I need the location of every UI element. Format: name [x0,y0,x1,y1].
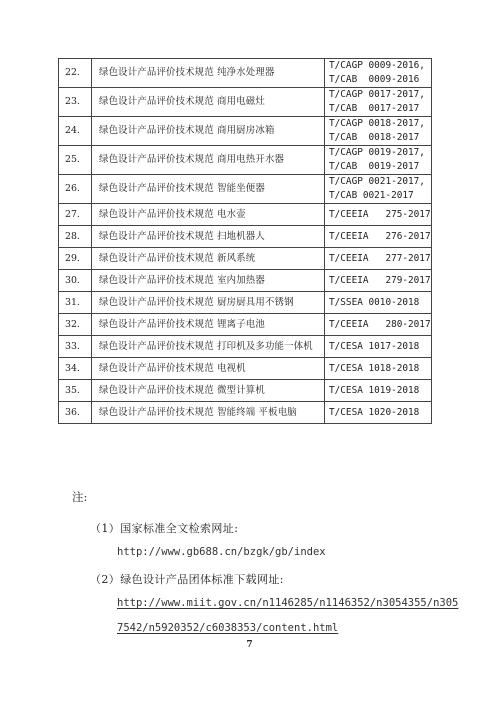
standard-code-cell [325,59,432,88]
standard-code: T/CESA 1020-2018 [329,406,420,418]
standard-title-cell: 绿色设计产品评价技术规范 商用电热开水器 [92,146,325,175]
standard-code: T/CAGP 0018-2017, [329,118,425,129]
standard-code-cell [325,336,432,358]
row-number-cell: 22. [59,59,92,88]
standard-title-cell: 绿色设计产品评价技术规范 智能终端 平板电脑 [92,402,325,424]
row-number-cell: 31. [59,292,92,314]
notes-heading: 注: [72,490,88,504]
standard-title-cell: 绿色设计产品评价技术规范 室内加热器 [92,270,325,292]
standard-code-cell [325,358,432,380]
standard-code: T/CAGP 0021-2017, [329,176,425,187]
standard-code: T/CAB 0021-2017 [329,190,414,201]
standard-title-cell: 绿色设计产品评价技术规范 新风系统 [92,248,325,270]
note-item-2-url-line-2[interactable]: 7542/n5920352/c6038353/content.html [117,622,339,634]
table-row [59,380,432,402]
row-number-cell: 32. [59,314,92,336]
row-number-cell: 24. [59,117,92,146]
standard-code-cell [325,226,432,248]
table-row [59,226,432,248]
standard-title-cell: 绿色设计产品评价技术规范 商用电磁灶 [92,88,325,117]
standard-code: T/CAB 0009-2016 [329,74,420,85]
note-item-1-label: （1）国家标准全文检索网址: [90,522,239,535]
standard-code: T/CAGP 0019-2017, [329,147,425,158]
standard-code-cell [325,292,432,314]
row-number-cell: 33. [59,336,92,358]
standard-code-cell [325,402,432,424]
standard-code-cell [325,314,432,336]
row-number-cell: 27. [59,204,92,226]
note-item-2-label: （2）绿色设计产品团体标准下载网址: [90,573,284,586]
standards-table [58,58,432,424]
standard-code: T/CAB 0019-2017 [329,161,420,172]
standard-title-cell: 绿色设计产品评价技术规范 打印机及多功能一体机 [92,336,325,358]
row-number-cell: 26. [59,175,92,204]
note-item-1-url[interactable]: http://www.gb688.cn/bzgk/gb/index [117,546,326,558]
standard-title-cell: 绿色设计产品评价技术规范 厨房厨具用不锈钢 [92,292,325,314]
standard-title-cell: 绿色设计产品评价技术规范 扫地机器人 [92,226,325,248]
standards-table-body [59,59,432,424]
table-row [59,270,432,292]
row-number-cell: 35. [59,380,92,402]
standard-code-cell [325,117,432,146]
row-number-cell: 34. [59,358,92,380]
standard-code: T/CAB 0017-2017 [329,103,420,114]
standard-code: T/CAGP 0017-2017, [329,89,425,100]
note-item-2-url-line-1[interactable]: http://www.miit.gov.cn/n1146285/n1146352/n3054355/n305 [117,597,459,609]
table-row [59,88,432,117]
standard-code: T/CEEIA 277-2017 [329,252,431,264]
standard-title-cell: 绿色设计产品评价技术规范 锂离子电池 [92,314,325,336]
standard-title-cell: 绿色设计产品评价技术规范 微型计算机 [92,380,325,402]
row-number-cell: 25. [59,146,92,175]
standard-code: T/CEEIA 280-2017 [329,318,431,330]
standard-code: T/CEEIA 279-2017 [329,274,431,286]
standard-code: T/SSEA 0010-2018 [329,296,420,308]
standard-code-cell [325,380,432,402]
standard-code: T/CESA 1018-2018 [329,362,420,374]
standard-code-cell [325,204,432,226]
standard-code-cell [325,270,432,292]
standard-code: T/CEEIA 275-2017 [329,208,431,220]
table-row [59,314,432,336]
standard-title-cell: 绿色设计产品评价技术规范 电视机 [92,358,325,380]
row-number-cell: 28. [59,226,92,248]
page-number: 7 [246,640,253,650]
table-row [59,248,432,270]
standard-code-cell [325,175,432,204]
row-number-cell: 29. [59,248,92,270]
standard-code: T/CESA 1017-2018 [329,340,420,352]
table-row [59,358,432,380]
standard-code-cell [325,146,432,175]
standard-title-cell: 绿色设计产品评价技术规范 商用厨房冰箱 [92,117,325,146]
table-row [59,59,432,88]
standard-code: T/CAB 0018-2017 [329,132,420,143]
standard-code: T/CESA 1019-2018 [329,384,420,396]
table-row [59,175,432,204]
row-number-cell: 23. [59,88,92,117]
standard-title-cell: 绿色设计产品评价技术规范 智能坐便器 [92,175,325,204]
standard-code: T/CAGP 0009-2016, [329,60,425,71]
table-row [59,402,432,424]
standard-title-cell: 绿色设计产品评价技术规范 纯净水处理器 [92,59,325,88]
standard-title-cell: 绿色设计产品评价技术规范 电水壶 [92,204,325,226]
table-row [59,336,432,358]
row-number-cell: 36. [59,402,92,424]
table-row [59,204,432,226]
table-row [59,117,432,146]
standard-code: T/CEEIA 276-2017 [329,230,431,242]
standard-code-cell [325,248,432,270]
row-number-cell: 30. [59,270,92,292]
table-row [59,146,432,175]
table-row [59,292,432,314]
standard-code-cell [325,88,432,117]
